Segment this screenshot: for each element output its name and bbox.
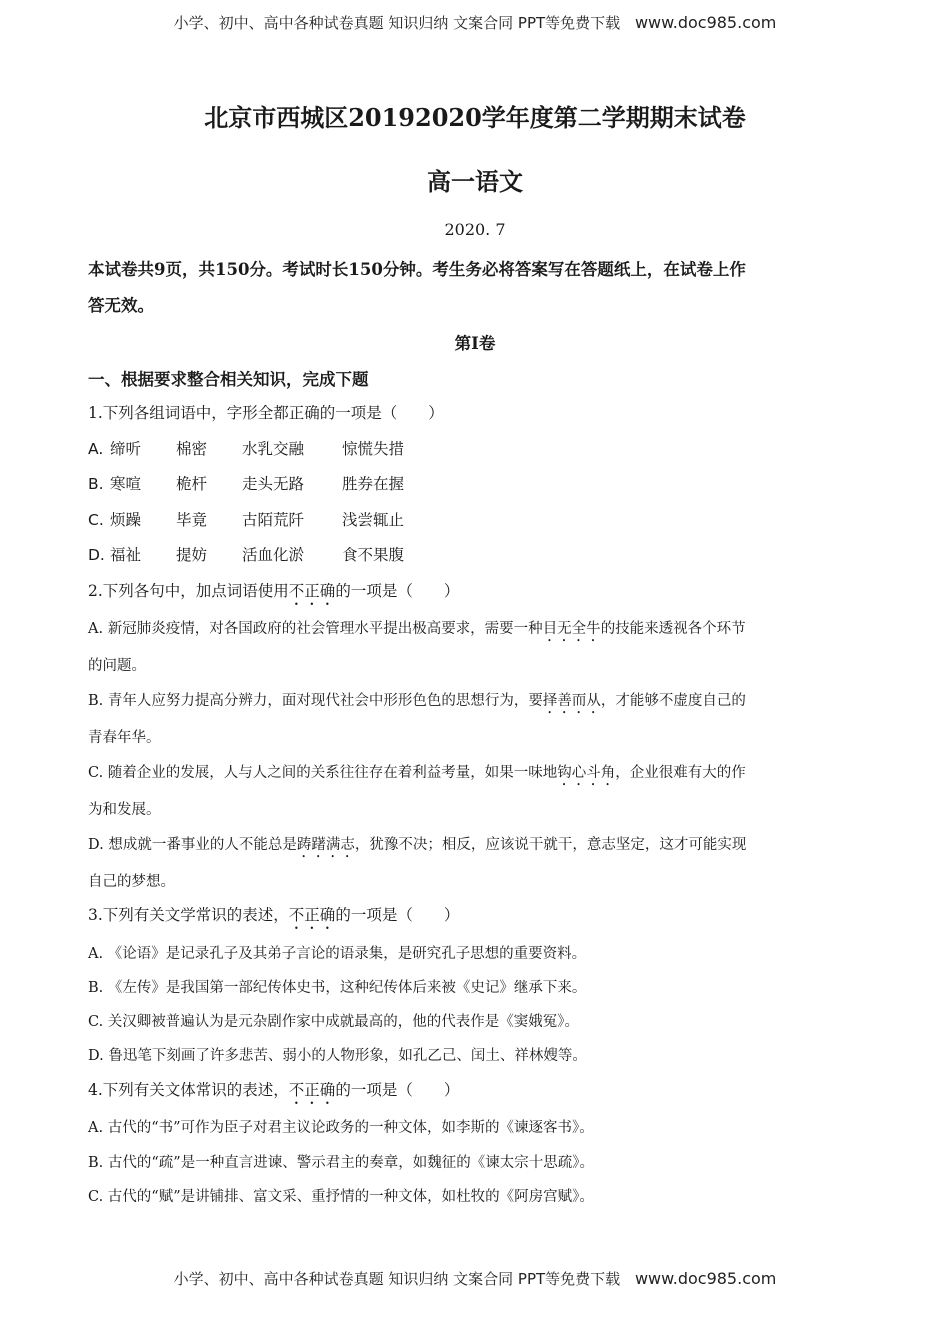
q3-option-a: A. 《论语》是记录孔子及其弟子言论的语录集，是研究孔子思想的重要资料。 xyxy=(88,946,587,962)
stem-text: 3.下列有关文学常识的表述， xyxy=(88,906,289,924)
stem-text: 的一项是（ ） xyxy=(335,1081,460,1099)
q2-option-b xyxy=(88,689,746,717)
q1-option-a xyxy=(88,437,442,459)
q2-option-c-cont: 为和发展。 xyxy=(88,802,161,818)
q4-stem xyxy=(88,1078,459,1108)
q1-option-b xyxy=(88,472,442,494)
option-label: A. xyxy=(88,440,104,458)
emphasis-text: 不正确 xyxy=(288,582,336,600)
option-word: 浅尝辄止 xyxy=(342,511,405,529)
option-text: B. 青年人应努力提高分辨力，面对现代社会中形形色色的思想行为，要 xyxy=(88,693,543,709)
q3-stem xyxy=(88,903,459,933)
option-word: 毕竟 xyxy=(176,511,208,529)
stem-text: 的一项是（ ） xyxy=(335,906,460,924)
option-text: C. 随着企业的发展，人与人之间的关系往往存在着利益考量，如果一味地 xyxy=(88,765,558,781)
emphasis-text: 目无全牛 xyxy=(542,621,601,637)
option-word: 古陌荒阡 xyxy=(242,511,305,529)
header-url[interactable]: www.doc985.com xyxy=(634,13,777,32)
q3-option-b: B. 《左传》是我国第一部纪传体史书，这种纪传体后来被《史记》继承下来。 xyxy=(88,980,587,996)
q1-option-d xyxy=(88,543,442,565)
option-text: ，企业很难有大的作 xyxy=(615,765,746,781)
option-word: 桅杆 xyxy=(176,475,208,493)
footer-text: 小学、初中、高中各种试卷真题 知识归纳 文案合同 PPT等免费下载 xyxy=(173,1270,621,1288)
emphasis-text: 钩心斗角 xyxy=(557,765,616,781)
q2-option-a-cont: 的问题。 xyxy=(88,658,146,674)
option-word: 棉密 xyxy=(176,440,208,458)
option-word: 走头无路 xyxy=(242,475,305,493)
q2-stem xyxy=(88,579,459,609)
stem-text: 4.下列有关文体常识的表述， xyxy=(88,1081,289,1099)
option-word: 水乳交融 xyxy=(242,440,305,458)
option-text: A. 新冠肺炎疫情，对各国政府的社会管理水平提出极高要求，需要一种 xyxy=(88,621,543,637)
option-word: 提妨 xyxy=(176,546,208,564)
instructions-line-2: 答无效。 xyxy=(88,296,154,315)
option-word: 食不果腹 xyxy=(342,546,405,564)
header-text: 小学、初中、高中各种试卷真题 知识归纳 文案合同 PPT等免费下载 xyxy=(173,14,621,32)
q3-option-d: D. 鲁迅笔下刻画了许多悲苦、弱小的人物形象，如孔乙己、闰土、祥林嫂等。 xyxy=(88,1048,587,1064)
option-label: D. xyxy=(88,546,105,564)
footer-url[interactable]: www.doc985.com xyxy=(634,1269,777,1288)
q2-option-d xyxy=(88,833,746,861)
q2-option-d-cont: 自己的梦想。 xyxy=(88,874,175,890)
q2-option-b-cont: 青春年华。 xyxy=(88,730,161,746)
option-word: 烦躁 xyxy=(110,511,142,529)
option-word: 寒喧 xyxy=(110,475,142,493)
q4-option-c: C. 古代的“赋”是讲铺排、富文采、重抒情的一种文体，如杜牧的《阿房宫赋》。 xyxy=(88,1189,594,1205)
option-label: B. xyxy=(88,475,104,493)
stem-text: 的一项是（ ） xyxy=(335,582,460,600)
q1-stem: 1.下列各组词语中，字形全都正确的一项是（ ） xyxy=(88,404,444,422)
emphasis-text: 不正确 xyxy=(288,1081,336,1099)
page-footer xyxy=(0,1268,950,1289)
stem-text: 2.下列各句中，加点词语使用 xyxy=(88,582,289,600)
option-word: 惊慌失措 xyxy=(342,440,405,458)
q2-option-c xyxy=(88,761,746,789)
option-word: 缔听 xyxy=(110,440,142,458)
option-text: 的技能来透视各个环节 xyxy=(600,621,746,637)
instructions-line-1: 本试卷共9页，共150分。考试时长150分钟。考生务必将答案写在答题纸上，在试卷上作 xyxy=(88,260,746,279)
option-word: 福祉 xyxy=(110,546,142,564)
exam-title: 北京市西城区20192020学年度第二学期期末试卷 xyxy=(204,103,746,132)
q1-option-c xyxy=(88,508,442,530)
q4-option-b: B. 古代的“疏”是一种直言进谏、警示君主的奏章，如魏征的《谏太宗十思疏》。 xyxy=(88,1155,594,1171)
volume-heading: 第Ⅰ卷 xyxy=(454,334,496,353)
option-word: 活血化淤 xyxy=(242,546,305,564)
option-text: ，才能够不虚度自己的 xyxy=(600,693,746,709)
q2-option-a xyxy=(88,617,746,645)
exam-date: 2020. 7 xyxy=(444,220,506,239)
emphasis-text: 踌躇满志 xyxy=(296,837,355,853)
option-word: 胜券在握 xyxy=(342,475,405,493)
q4-option-a: A. 古代的“书”可作为臣子对君主议论政务的一种文体，如李斯的《谏逐客书》。 xyxy=(88,1120,594,1136)
page-header xyxy=(0,12,950,33)
emphasis-text: 不正确 xyxy=(288,906,336,924)
emphasis-text: 择善而从 xyxy=(542,693,601,709)
option-text: D. 想成就一番事业的人不能总是 xyxy=(88,837,297,853)
q3-option-c: C. 关汉卿被普遍认为是元杂剧作家中成就最高的，他的代表作是《窦娥冤》。 xyxy=(88,1014,580,1030)
option-text: ，犹豫不决；相反，应该说干就干，意志坚定，这才可能实现 xyxy=(354,837,747,853)
exam-subject: 高一语文 xyxy=(427,167,523,196)
section-heading: 一、根据要求整合相关知识，完成下题 xyxy=(88,370,369,389)
option-label: C. xyxy=(88,511,104,529)
